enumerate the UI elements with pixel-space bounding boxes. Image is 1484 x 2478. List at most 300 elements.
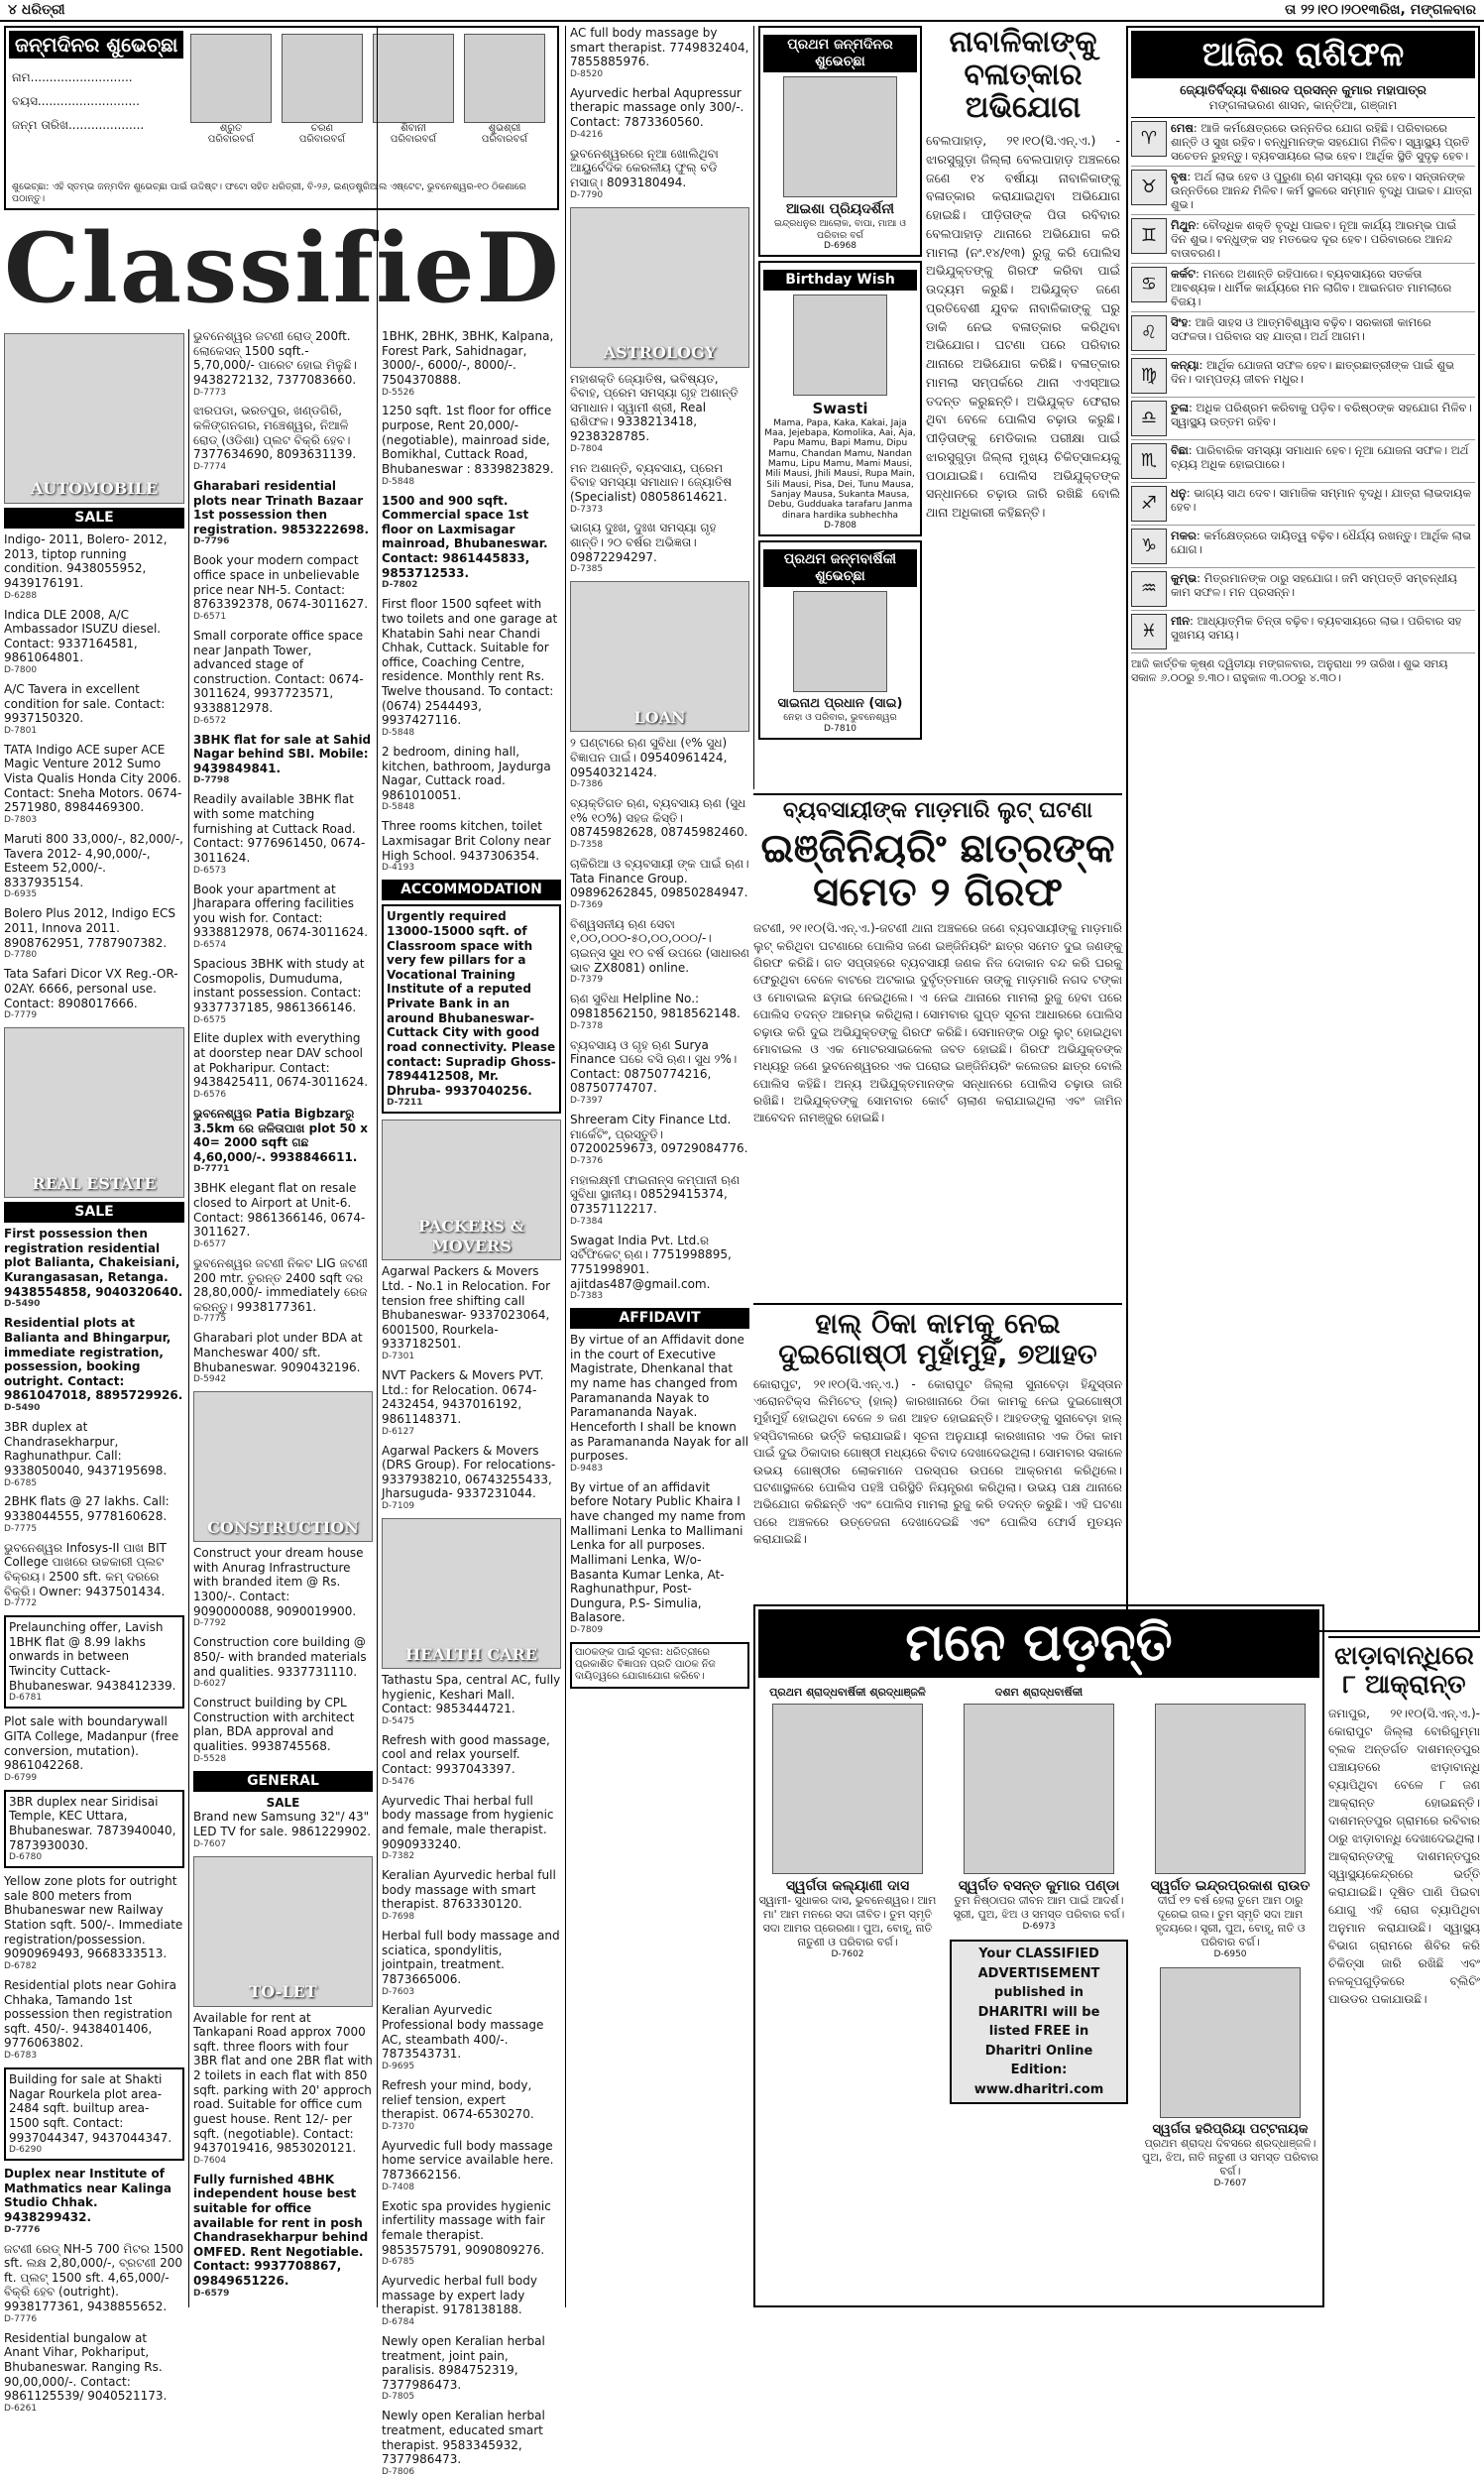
ad-text: ଭାଗ୍ୟ ଦୁଃଖ, ଦୁଃଖ ସମସ୍ୟା ଗୃହ ଶାନ୍ତି। ୨୦ ବର୍ଷର ଅଭିଜ୍ଞତା। 09872294297. — [570, 521, 717, 564]
rashi-text: ମିଥୁନ: ବୌଦ୍ଧିକ ଶକ୍ତି ବୃଦ୍ଧି ପାଇବ। ନୂଆ କାର୍ଯ୍ୟ ଆରମ୍ଭ ପାଇଁ ଦିନ ଶୁଭ। ବନ୍ଧୁଙ୍କ ସହ ମତଭେଦ ଦୂର ହେବ। ପରିବାରରେ ଆନନ୍ଦ ବାତାବରଣ। — [1171, 218, 1457, 261]
ad-code: D-6935 — [4, 889, 38, 900]
column-5 — [753, 26, 922, 789]
ad-code: D-7379 — [570, 975, 604, 986]
obituary-title: ମନେ ପଡ଼ନ୍ତି — [758, 1609, 1319, 1678]
rashi-text: ବୃଷ: ଅର୍ଥ ଲାଭ ହେବ ଓ ପୁରୁଣା ଋଣ ସମସ୍ୟା ଦୂର ହେବ। ସନ୍ତାନଙ୍କ ଉନ୍ନତିରେ ଆନନ୍ଦ ମିଳିବ। କର୍ମ ସ୍ଥଳରେ ସମ୍ମାନ ବୃଦ୍ଧି ପାଇବ। ଯାତ୍ରା ଶୁଭ। — [1171, 170, 1473, 212]
ad-code: D-7385 — [570, 564, 604, 575]
ad-code: D-6577 — [193, 1239, 227, 1249]
rashi-sign: ତୁଳା — [1171, 401, 1189, 415]
ad-text: TATA Indigo ACE super ACE Magic Venture 2012 Sumo Vista Qualis Honda City 2006. Contact: Sneha Motors. 0674-2571980, 8984469300. — [4, 742, 182, 815]
classified-ad — [4, 682, 184, 737]
classified-ad — [570, 26, 749, 80]
ad-text: Exotic spa provides hygienic infertility massage with fair female therapist. 9853575791, 9090809276. — [382, 2198, 551, 2257]
loan-ads — [570, 736, 749, 1302]
classified-ad — [4, 1494, 184, 1534]
ad-text: Book your apartment at Jharapara offering facilities you wish for. Contact: 9338812978, 0674-3011624. — [193, 882, 369, 940]
classified-ad — [4, 743, 184, 826]
ad-code: D-7607 — [193, 1838, 227, 1849]
ad-code: D-6575 — [193, 1014, 227, 1025]
rashi-row — [1131, 264, 1475, 312]
rashifal-author-place: ମଙ୍ଗଳାଭରଣ ଶାସନ, କାନ୍ତିଆ, ଗଞ୍ଜାମ — [1131, 98, 1475, 118]
rashi-text: ବିଛା: ପାରିବାରିକ ସମସ୍ୟା ସମାଧାନ ହେବ। ନୂଆ ଯୋଜନା ସଫଳ। ଅର୍ଥ ବ୍ୟୟ ଅଧିକ ହୋଇପାରେ। — [1171, 443, 1469, 472]
classified-ad — [4, 1714, 184, 1783]
bday-title: ପ୍ରଥମ ଜନ୍ମଦିନର ଶୁଭେଚ୍ଛା — [763, 35, 917, 72]
construction-label: CONSTRUCTION — [207, 1517, 359, 1537]
classified-ad — [382, 819, 561, 874]
rashi-body: ଭାଗ୍ୟ ସାଥ ଦେବ। ସାମାଜିକ ସମ୍ମାନ ବୃଦ୍ଧି। ଯାତ୍ରା ଲାଭଦାୟକ ହେବ। — [1171, 486, 1472, 515]
classified-ad — [382, 1444, 561, 1512]
ad-code: D-5475 — [382, 1715, 415, 1726]
ad-text: ବିଶ୍ୱସନୀୟ ଋଣ ସେବା ୧,୦୦,୦୦୦-୫୦,୦୦,୦୦୦/-। ଚାଇନ୍ସ ସୁଧ ୧୦ ବର୍ଷ ଉପରେ (ସାଧାରଣ ଭାବ ZX8081) online. — [570, 916, 749, 975]
ad-text: 3BHK elegant flat on resale closed to Airport at Unit-6. Contact: 9861366146, 0674-3011627. — [193, 1181, 366, 1239]
child-sub: ପରିବାରବର୍ଗ — [207, 134, 255, 145]
ad-code: D-6027 — [193, 1679, 227, 1690]
field-age: ବୟସ........................... — [12, 94, 140, 108]
classified-ad — [193, 1331, 373, 1385]
ad-code: D-7397 — [570, 1096, 604, 1107]
obit-code: D-7602 — [831, 1949, 864, 1959]
rashi-text: ମେଷ: ଆଜି କର୍ମକ୍ଷେତ୍ରରେ ଉନ୍ନତିର ଯୋଗ ରହିଛି। ପରିବାରରେ ଶାନ୍ତି ଓ ସୁଖ ରହିବ। ବନ୍ଧୁମାନଙ୍କ ସହଯୋଗ ମିଳିବ। ସ୍ୱାସ୍ଥ୍ୟ ପ୍ରତି ସଚେତନ ରୁହନ୍ତୁ। ବ୍ୟବସାୟରେ ଲାଭ ହେବ। ଆର୍ଥିକ ସ୍ଥିତି ସୁଦୃଢ଼ ହେବ। — [1171, 121, 1470, 164]
rashi-body: ଆଜି ସାହସ ଓ ଆତ୍ମବିଶ୍ୱାସ ବଢ଼ିବ। ସରକାରୀ କାମରେ ସଫଳତା। ପରିବାର ସହ ଯାତ୍ରା। ଅର୍ଥ ଆଗମ। — [1171, 315, 1431, 344]
classified-ad — [570, 736, 749, 790]
ad-text: Yellow zone plots for outright sale 800 meters from Bhubaneswar new Railway Station sqft. 500/-. Immediate registration/possession. 9090969493, 9668333513. — [4, 1874, 183, 1961]
ad-code: D-9483 — [570, 1463, 604, 1474]
ad-code: D-7773 — [193, 387, 227, 398]
rashi-text: ତୁଳା: ଅଧିକ ପରିଶ୍ରମ କରିବାକୁ ପଡ଼ିବ। ବରିଷ୍ଠଙ୍କ ସହଯୋଗ ମିଳିବ। ସ୍ୱାସ୍ଥ୍ୟ ଉତ୍ତମ ରହିବ। — [1171, 401, 1472, 429]
rashi-sign: ବିଛା — [1171, 443, 1189, 458]
obit-code: D-7607 — [1213, 2179, 1247, 2188]
ad-text: Fully furnished 4BHK independent house best suitable for office available for rent in posh Chandrasekharpur behind OMFED. Rent Negotiable. Contact: 9937708867, 09849651226. — [193, 2172, 369, 2289]
classified-ad — [570, 461, 749, 516]
classified-ad — [4, 608, 184, 676]
news2-body: ଜଟଣୀ, ୨୧।୧୦(ସି.ଏନ୍.ଏ.)-ଜଟଣୀ ଥାନା ଅଞ୍ଚଳରେ ଜଣେ ବ୍ୟବସାୟୀଙ୍କୁ ମାଡ଼ମାରି ଲୁଟ୍ କରିଥିବା ଘଟଣାରେ ପୋଲିସ ଜଣେ ଇଞ୍ଜିନିୟରିଂ ଛାତ୍ର ସମେତ ଦୁଇ ଜଣଙ୍କୁ ଗିରଫ କରିଛି। ଗତ ସପ୍ତାହରେ ବ୍ୟବସାୟୀ ଜଣକ ନିଜ ଦୋକାନ ବନ୍ଦ କରି ଘରକୁ ଫେରୁଥିବା ବେଳେ ବାଟରେ ଅଟକାଇ ଦୁର୍ବୃତ୍ତମାନେ ତାଙ୍କୁ ମାଡ଼ମାରି ନଗଦ ଟଙ୍କା ଓ ମୋବାଇଲ ଛଡ଼ାଇ ନେଇଥିଲେ। ଏ ନେଇ ଥାନାରେ ମାମଲା ରୁଜୁ ହେବା ପରେ ପୋଲିସ ତଦନ୍ତ ଆରମ୍ଭ କରିଥିଲା। ସୋମବାର ଗୁପ୍ତ ସୂଚନା ଆଧାରରେ ପୋଲିସ ଚଢ଼ାଉ କରି ଦୁଇ ଅଭିଯୁକ୍ତଙ୍କୁ ଗିରଫ କରିଛି। ସେମାନଙ୍କ ଠାରୁ ଲୁଟ୍ ହୋଇଥିବା ମୋବାଇଲ ଓ ଏକ ମୋଟରସାଇକେଲ ଜବତ ହୋଇଛି। ଗିରଫ ଅଭିଯୁକ୍ତଙ୍କ ମଧ୍ୟରୁ ଜଣେ ଭୁବନେଶ୍ୱରର ଏକ ଘରୋଇ ଇଞ୍ଜିନିୟରିଂ କଲେଜର ଛାତ୍ର ବୋଲି ପୋଲିସ କହିଛି। ଅନ୍ୟ ଅଭିଯୁକ୍ତମାନଙ୍କ ସନ୍ଧାନରେ ପୋଲିସ ଚଢ଼ାଉ ଜାରି ରଖିଛି। ଅଭିଯୁକ୍ତଙ୍କୁ ସୋମବାର କୋର୍ଟ ଚାଲାଣ କରାଯାଇଥିଲା ଏବଂ ଜାମିନ ଆବେଦନ ନାମଞ୍ଜୁର ହୋଇଛି। — [753, 921, 1122, 1125]
ad-code: D-7301 — [382, 1352, 415, 1362]
classified-ad — [193, 883, 373, 951]
ad-code: D-7809 — [570, 1625, 604, 1636]
news1-headline: ନାବାଳିକାଙ୍କୁ ବଳାତ୍କାର ଅଭିଯୋଗ — [949, 25, 1097, 125]
ad-code: D-7802 — [382, 580, 418, 591]
obituary-row-1 — [758, 1686, 1319, 2188]
obit-name: ସ୍ୱର୍ଗତ ଇନ୍ଦ୍ରପ୍ରକାଶ ରାଉତ — [1150, 1878, 1311, 1894]
birthday-title: ଜନ୍ମଦିନର ଶୁଭେଚ୍ଛା — [9, 31, 183, 59]
ad-text: Indigo- 2011, Bolero- 2012, 2013, tiptop running condition. 9438055952, 9439176191. — [4, 532, 168, 590]
ad-code: D-5848 — [382, 802, 415, 813]
loan-image — [570, 581, 749, 732]
classified-ad — [193, 2011, 373, 2167]
rashi-text: କନ୍ୟା: ଆର୍ଥିକ ଯୋଜନା ସଫଳ ହେବ। ଛାତ୍ରଛାତ୍ରୀଙ୍କ ପାଇଁ ଶୁଭ ଦିନ। ଦାମ୍ପତ୍ୟ ଜୀବନ ମଧୁର। — [1171, 358, 1455, 387]
news2-kicker: ବ୍ୟବସାୟୀଙ୍କ ମାଡ଼ମାରି ଲୁଟ୍ ଘଟଣା — [782, 798, 1093, 823]
rashi-body: ଆଜି କର୍ମକ୍ଷେତ୍ରରେ ଉନ୍ନତିର ଯୋଗ ରହିଛି। ପରିବାରରେ ଶାନ୍ତି ଓ ସୁଖ ରହିବ। ବନ୍ଧୁମାନଙ୍କ ସହଯୋଗ ମିଳିବ। ସ୍ୱାସ୍ଥ୍ୟ ପ୍ରତି ସଚେତନ ରୁହନ୍ତୁ। ବ୍ୟବସାୟରେ ଲାଭ ହେବ। ଆର୍ଥିକ ସ୍ଥିତି ସୁଦୃଢ଼ ହେବ। — [1171, 121, 1470, 164]
zodiac-icon: ♍ — [1131, 358, 1167, 394]
news-article-3 — [753, 1303, 1122, 1600]
ad-text: First floor 1500 sqfeet with two toilets and one garage at Khatabin Sahi near Chandi Chhak, Cuttack. Suitable for office, Coaching Centre, residence. Monthly rent Rs. Twelve thousand. To contact: (0674) 2544493, 9937427116. — [382, 597, 558, 728]
classified-ad — [382, 2199, 561, 2268]
ad-code: D-6781 — [9, 1693, 43, 1704]
ad-code: D-7382 — [382, 1851, 415, 1862]
ad-text: ଋଣ ସୁବିଧା Helpline No.: 09818562150, 9818562148. — [570, 992, 741, 1020]
news-article-2 — [753, 793, 1122, 1299]
page-header — [0, 0, 1484, 22]
zodiac-icon: ♈ — [1131, 121, 1167, 157]
obituary-card-2 — [950, 1686, 1128, 2188]
ad-text: ଭୁବନେଶ୍ୱରରେ ନୂଆ ଖୋଲିଥିବା ଆୟୁର୍ବେଦିକ କେରଳୀୟ ଫୁଲ୍ ବଡି ମସାଜ୍। 8093180494. — [570, 146, 719, 189]
zodiac-icon: ♎ — [1131, 401, 1167, 436]
rashifal-title: ଆଜିର ରାଶିଫଳ — [1131, 31, 1475, 78]
ad-code: D-7792 — [193, 1618, 227, 1629]
health-ads — [382, 1673, 561, 2478]
automobile-ads — [4, 532, 184, 1021]
ad-code: D-7383 — [570, 1291, 604, 1302]
ad-code: D-6576 — [193, 1089, 227, 1100]
ad-text: 3BR duplex at Chandrasekharpur, Raghunathpur. Call: 9338050040, 9437195698. — [4, 1420, 168, 1477]
classified-ad — [193, 1031, 373, 1100]
page-number: ୪ ଧରିତ୍ରୀ — [8, 2, 65, 18]
ad-code: D-7771 — [193, 1164, 230, 1175]
ad-text: ଝାରପଡା, ଭରତପୁର, ଖଣ୍ଡଗିରି, କଳିଙ୍ଗନଗର, ମଞ୍ଚେଶ୍ୱର, ନିଆଳି ରୋଡ୍ (ଓଡିଶା) ପ୍ଲଟ ବିକ୍ରି ହେବ। 7377634690, 8093631139. — [193, 404, 357, 462]
ad-code: D-6572 — [193, 715, 227, 726]
ad-code: D-6784 — [382, 2316, 415, 2327]
obit-name: ସ୍ୱର୍ଗତ ବସନ୍ତ କୁମାର ପଣ୍ଡା — [958, 1878, 1120, 1894]
ad-text: Refresh your mind, body, relief tension, expert therapist. 0674-6530270. — [382, 2077, 534, 2122]
obit-name: ସ୍ୱର୍ଗତା ହରିପ୍ରିୟା ପଟ୍ଟନାୟକ — [1152, 2122, 1309, 2137]
tolet-ads — [193, 2011, 373, 2300]
news-article-4 — [1328, 1636, 1480, 2307]
ad-code: D-6785 — [4, 1477, 38, 1488]
astrology-label: ASTROLOGY — [603, 343, 717, 363]
ad-code: D-6785 — [382, 2257, 415, 2268]
ad-code: D-5942 — [193, 1374, 227, 1385]
obit-name: ସ୍ୱର୍ଗତା କଲ୍ୟାଣୀ ଦାସ — [785, 1878, 910, 1894]
ad-text: By virtue of an affidavit before Notary Public Khaira I have changed my name from Mallimani Lenka to Mallimani Lenka for all purposes. Mallimani Lenka, W/o- Basanta Kumar Lenka, At- Raghunathpur, Post- Dungura, P.S- Simulia, Balasore. — [570, 1479, 746, 1625]
rashi-body: ପାରିବାରିକ ସମସ୍ୟା ସମାଧାନ ହେବ। ନୂଆ ଯୋଜନା ସଫଳ। ଅର୍ଥ ବ୍ୟୟ ଅଧିକ ହୋଇପାରେ। — [1171, 443, 1469, 472]
classified-ad — [382, 1868, 561, 1923]
ad-code: D-7780 — [4, 950, 38, 961]
ad-text: Construct your dream house with Anurag Infrastructure with branded item @ Rs. 1300/-. Contact: 9090000088, 9090019900. — [193, 1546, 364, 1618]
ad-text: Available for rent at Tankapani Road approx 7000 sqft. three floors with four 3BR flat and one 2BR flat with 2 toilets in each flat with 850 sqft. parking with 20' approch road. Suitable for office cum guest house. Rent 12/- per sqft. (negotiable). Contact: 9437019416, 9853020121. — [193, 2010, 373, 2156]
obit-photo — [964, 1704, 1114, 1874]
ad-text: Ayurvedic herbal full body massage by expert lady therapist. 9178138188. — [382, 2274, 537, 2317]
ad-code: D-5526 — [382, 387, 415, 398]
ad-text: 1250 sqft. 1st floor for office purpose, Rent 20,000/- (negotiable), mainroad side, Bomikhal, Cuttack Road, Bhubaneswar : 8339823829. — [382, 404, 554, 476]
ad-code: D-7804 — [570, 443, 604, 454]
ad-text: 2 bedroom, dining hall, kitchen, bathroom, Jaydurga Nagar, Cuttack road. 9861010051. — [382, 744, 551, 802]
classified-ad — [193, 329, 373, 398]
rashi-sign: ମୀନ — [1171, 614, 1191, 629]
rashi-sign: ମକର — [1171, 529, 1197, 543]
rashi-text: ମକର: କର୍ମକ୍ଷେତ୍ରରେ ଦାୟିତ୍ୱ ବଢ଼ିବ। ଧୈର୍ଯ୍ୟ ରଖନ୍ତୁ। ଆର୍ଥିକ ଲାଭ ଯୋଗ। — [1171, 529, 1471, 557]
ad-code: D-7211 — [387, 1098, 423, 1109]
news3-body: କୋରାପୁଟ, ୨୧।୧୦(ସି.ଏନ୍.ଏ.) - କୋରାପୁଟ ଜିଲ୍ଲା ସୁନାବେଡ଼ା ହିନ୍ଦୁସ୍ତାନ ଏରୋନଟିକ୍ସ ଲିମିଟେଡ୍ (ହାଲ୍) କାରଖାନାରେ ଠିକା କାମକୁ ନେଇ ଦୁଇଗୋଷ୍ଠୀ ମୁହାଁମୁହିଁ ହୋଇଥିବା ବେଳେ ୭ ଜଣ ଆହତ ହୋଇଛନ୍ତି। ଆହତଙ୍କୁ ସୁନାବେଡ଼ା ହାଲ୍ ହସ୍ପିଟାଲରେ ଭର୍ତ୍ତି କରାଯାଇଛି। ସୂଚନା ଅନୁଯାୟୀ କାରଖାନାର ଏକ ଠିକା କାମ ପାଇଁ ଦୁଇ ଠିକାଦାର ଗୋଷ୍ଠୀ ମଧ୍ୟରେ ବିବାଦ ଦେଖାଦେଇଥିଲା। ସୋମବାର ସକାଳେ ଉଭୟ ଗୋଷ୍ଠୀର ଲୋକମାନେ ପରସ୍ପର ଉପରେ ଆକ୍ରମଣ କରିଥିଲେ। ଘଟଣାସ୍ଥଳରେ ପୋଲିସ ପହଞ୍ଚି ପରିସ୍ଥିତି ନିୟନ୍ତ୍ରଣ କରିଥିଲା। ଉଭୟ ପକ୍ଷ ଥାନାରେ ଅଭିଯୋଗ କରିଛନ୍ତି ଏବଂ ପୋଲିସ ମାମଲା ରୁଜୁ କରି ତଦନ୍ତ କରୁଛି। ଏହି ଘଟଣା ପରେ ଅଞ୍ଚଳରେ ଉତ୍ତେଜନା ଦେଖାଦେଇଛି ଏବଂ ପୋଲିସ ଫୋର୍ସ ମୁତୟନ କରାଯାଇଛି। — [753, 1376, 1122, 1547]
ad-text: Agarwal Packers & Movers Ltd. - No.1 in Relocation. For tension free shifting call Bhubaneswar- 9337023064, 6001500, Rourkela- 9337182501. — [382, 1264, 551, 1352]
ad-code: D-5528 — [193, 1753, 227, 1764]
classified-ad — [382, 2409, 561, 2477]
realestate-label: REAL ESTATE — [32, 1173, 157, 1193]
child-photo — [190, 34, 272, 123]
classified-ad — [570, 857, 749, 911]
rashi-text: ମୀନ: ଆଧ୍ୟାତ୍ମିକ ଚିନ୍ତା ବଢ଼ିବ। ବ୍ୟବସାୟରେ ଲାଭ। ପରିବାର ସହ ସୁଖମୟ ସମୟ। — [1171, 614, 1462, 643]
classified-ad — [570, 372, 749, 455]
rashi-row — [1131, 167, 1475, 215]
rashi-row — [1131, 398, 1475, 440]
ad-code: D-5848 — [382, 476, 415, 487]
ad-code: D-7790 — [570, 189, 604, 200]
classified-ad — [382, 597, 561, 739]
obit-photo — [1155, 1704, 1306, 1874]
rashi-body: ମିତ୍ରମାନଙ୍କ ଠାରୁ ସହଯୋଗ। ଜମି ସମ୍ପତ୍ତି ସମ୍ବନ୍ଧୀୟ କାମ ସଫଳ। ମନ ପ୍ରସନ୍ନ। — [1171, 571, 1457, 600]
ad-code: D-7801 — [4, 725, 38, 736]
child-name: ଚରଣ — [310, 123, 334, 134]
packers-label: PACKERS & MOVERS — [418, 1217, 524, 1255]
classified-ad — [570, 1038, 749, 1107]
automobile-image — [4, 333, 184, 504]
ad-code: D-7408 — [382, 2182, 415, 2192]
obit-sub: ପ୍ରଥମ ଶ୍ରାଦ୍ଧ ଦିବସରେ ଶ୍ରଦ୍ଧାଞ୍ଜଳି। ପୁଅ, ଝିଅ, ନାତି ନାତୁଣୀ ଓ ସମସ୍ତ ପରିବାର ବର୍ଗ। — [1141, 2137, 1319, 2178]
ad-code: D-7775 — [193, 1314, 227, 1325]
ad-code: D-6261 — [4, 2403, 38, 2414]
classified-ad — [382, 1264, 561, 1362]
astrology-ads — [570, 372, 749, 576]
rashi-text: ସିଂହ: ଆଜି ସାହସ ଓ ଆତ୍ମବିଶ୍ୱାସ ବଢ଼ିବ। ସରକାରୀ କାମରେ ସଫଳତା। ପରିବାର ସହ ଯାତ୍ରା। ଅର୍ଥ ଆଗମ। — [1171, 315, 1431, 344]
general-heading: GENERAL — [193, 1771, 373, 1792]
classified-ad — [382, 2274, 561, 2328]
classified-ad — [4, 2331, 184, 2415]
classified-ad — [4, 1615, 184, 1709]
rashi-body: ଆଧ୍ୟାତ୍ମିକ ଚିନ୍ତା ବଢ଼ିବ। ବ୍ୟବସାୟରେ ଲାଭ। ପରିବାର ସହ ସୁଖମୟ ସମୟ। — [1171, 614, 1462, 643]
classified-ad — [382, 1368, 561, 1437]
classified-ad — [4, 532, 184, 601]
ad-text: Indica DLE 2008, A/C Ambassador ISUZU diesel. Contact: 9337164581, 9861064801. — [4, 607, 162, 665]
construction-ads — [193, 1546, 373, 1764]
massage-ads — [570, 26, 749, 201]
ad-text: Tata Safari Dicor VX Reg.-OR-02AY. 6666, personal use. Contact: 8908017666. — [4, 967, 178, 1010]
ad-text: Swagat India Pvt. Ltd.ର ସର୍ଟିଫିକେଟ୍ ଋଣ। 7751998895, 7751998901. ajitdas487@gmail.com. — [570, 1233, 732, 1291]
ad-text: Shreeram City Finance Ltd. ମାର୍କେଟିଂ, ପ୍ରସ୍ତୁତି। 07200259673, 09729084776. — [570, 1113, 748, 1156]
ad-code: D-4193 — [382, 863, 415, 874]
bday-card-3 — [758, 540, 922, 740]
classified-ad — [382, 1733, 561, 1788]
rashi-row — [1131, 611, 1475, 653]
promo-line: DHARITRI will be — [977, 2004, 1100, 2020]
obit-photo — [1160, 1967, 1301, 2118]
child-sub: ପରିବାରବର୍ଗ — [298, 134, 346, 145]
classified-ad — [4, 1790, 184, 1868]
rashifal-footer: ଆଜି କାର୍ତ୍ତିକ କୃଷ୍ଣ ଦ୍ୱିତୀୟା ମଙ୍ଗଳବାର, ଅନୁରାଧା ୨୨ ତାରିଖ। ଶୁଭ ସମୟ ସକାଳ ୬.୦୦ରୁ ୭.୩୦। ରାହୁକାଳ ୩.୦୦ରୁ ୪.୩୦। — [1131, 657, 1448, 685]
promo-line: Dharitri Online — [984, 2043, 1093, 2059]
ad-text: 1500 and 900 sqft. Commercial space 1st floor on Laxmisagar mainroad, Bhubaneswar. Contact: 9861445833, 9853712533. — [382, 493, 548, 580]
news4-body: ଜମାପୁର, ୨୧।୧୦(ସି.ଏନ୍.ଏ.)-କୋରାପୁଟ ଜିଲ୍ଲା ବୋରିଗୁମ୍ମା ବ୍ଲକ ଅନ୍ତର୍ଗତ ଦାଶମନ୍ତପୁର ପଞ୍ଚାୟତରେ ଝାଡ଼ାବାନ୍ଧି ବ୍ୟାପିଥିବା ବେଳେ ୮ ଜଣ ଆକ୍ରାନ୍ତ ହୋଇଛନ୍ତି। ଦାଶମନ୍ତପୁର ଗ୍ରାମରେ ରବିବାର ଠାରୁ ଝାଡ଼ାବାନ୍ଧି ଦେଖାଦେଇଥିଲା। ଆକ୍ରାନ୍ତଙ୍କୁ ଦାଶମନ୍ତପୁର ସ୍ୱାସ୍ଥ୍ୟକେନ୍ଦ୍ରରେ ଭର୍ତ୍ତି କରାଯାଇଛି। ଦୂଷିତ ପାଣି ପିଇବା ଯୋଗୁ ଏହି ରୋଗ ବ୍ୟାପିଥିବା ଅନୁମାନ କରାଯାଉଛି। ସ୍ୱାସ୍ଥ୍ୟ ବିଭାଗ ଗ୍ରାମରେ ଶିବିର କରି ଚିକିତ୍ସା ଜାରି ରଖିଛି ଏବଂ ନଳକୂପଗୁଡ଼ିକରେ ବ୍ଲିଚିଂ ପାଉଡର ପକାଯାଉଛି। — [1328, 1707, 1480, 2007]
ad-text: Urgently required 13000-15000 sqft. of Classroom space with very few pillars for a Vocational Training Institute of a reputed Private Bank in an around Bhubaneswar-Cuttack City with good road connectivity. Please contact: Supradip Ghoss- 7894412508, Mr. Dhruba- 9937040256. — [387, 909, 556, 1098]
ad-text: Agarwal Packers & Movers (DRS Group). For relocations- 9337938210, 06743255433, Jharsuguda- 9337231044. — [382, 1443, 556, 1501]
news3-headline: ହାଲ୍ ଠିକା କାମକୁ ନେଇ ଦୁଇଗୋଷ୍ଠୀ ମୁହାଁମୁହିଁ, ୭ଆହତ — [778, 1307, 1097, 1370]
ad-text: Bolero Plus 2012, Indigo ECS 2011, Innova 2011. 8908762951, 7787907382. — [4, 906, 175, 950]
ad-text: ଭୁବନେଶ୍ୱର Patia Bigbzarରୁ 3.5km ରେ ଜଳିତାପାଖ plot 50 x 40= 2000 sqft ଗଛ 4,60,000/-. 9938846611. — [193, 1106, 369, 1164]
bday-name: ଆଇଶା ପ୍ରିୟଦର୍ଶିନୀ — [785, 201, 895, 218]
zodiac-icon: ♑ — [1131, 529, 1167, 564]
ad-text: ଭୁବନେଶ୍ୱର ଜଟଣୀ ନିକଟ LIG ଜଟଣୀ 200 mtr. ତୁରନ୍ତ 2400 sqft ଦର 28,80,000/- immediately ରେଜ କରନ୍ତୁ। 9938177361. — [193, 1255, 368, 1314]
rashi-body: ଅଧିକ ପରିଶ୍ରମ କରିବାକୁ ପଡ଼ିବ। ବରିଷ୍ଠଙ୍କ ସହଯୋଗ ମିଳିବ। ସ୍ୱାସ୍ଥ୍ୟ ଉତ୍ତମ ରହିବ। — [1171, 401, 1472, 429]
ad-text: ମହାଶକ୍ତି ଜ୍ୟୋତିଷ, ଭବିଷ୍ୟତ, ବିବାହ, ପ୍ରେମ ସମସ୍ୟା ଗୃହ ଅଶାନ୍ତି ସମାଧାନ। ସ୍ୱାମୀ ଶ୍ରୀ, Real ରାଶିଫଳ। 9338213418, 9238328785. — [570, 371, 739, 444]
reader-note: ପାଠକଙ୍କ ପାଇଁ ସୂଚନା: ଧରିତ୍ରୀରେ ପ୍ରକାଶିତ ବିଜ୍ଞାପନ ପ୍ରତି ପାଠକ ନିଜ ଦାୟିତ୍ୱରେ ଯୋଗାଯୋଗ କରିବେ। — [570, 1642, 749, 1689]
ad-code: D-7779 — [4, 1010, 38, 1021]
news1-body: ବେଲପାହାଡ଼, ୨୧।୧୦(ସି.ଏନ୍.ଏ.) - ଝାରସୁଗୁଡ଼ା ଜିଲ୍ଲା ବେଲପାହାଡ଼ ଅଞ୍ଚଳରେ ଜଣେ ୧୪ ବର୍ଷୀୟା ନାବାଳିକାଙ୍କୁ ବଳାତ୍କାର କରାଯାଇଥିବା ଅଭିଯୋଗ ହୋଇଛି। ପୀଡ଼ିତାଙ୍କ ପିତା ରବିବାର ବେଲପାହାଡ଼ ଥାନାରେ ଅଭିଯୋଗ କରି ମାମଲା (ନଂ.୧୪/୧୩) ରୁଜୁ କରି ପୋଲିସ ଅଭିଯୁକ୍ତଙ୍କୁ ଗିରଫ କରିବା ପାଇଁ ଉଦ୍ୟମ କରୁଛି। ଅଭିଯୁକ୍ତ ଜଣେ ପ୍ରତିବେଶୀ ଯୁବକ ନାବାଳିକାଙ୍କୁ ଘରୁ ଡାକି ନେଇ ବଳାତ୍କାର କରିଥିବା ଅଭିଯୋଗ। ଘଟଣା ପରେ ପରିବାର ଥାନାରେ ଅଭିଯୋଗ କରିଛି। ବଳାତ୍କାର ମାମଲା ସମ୍ପର୍କରେ ଥାନା ଏଏସ୍ଆଇ ତଦନ୍ତ କରୁଛନ୍ତି। ଅଭିଯୁକ୍ତ ଫେରାର ଥିବା ବେଳେ ପୋଲିସ ଚଢ଼ାଉ କରୁଛି। ପୀଡ଼ିତାଙ୍କୁ ମେଡିକାଲ ପରୀକ୍ଷା ପାଇଁ ଝାରସୁଗୁଡ଼ା ଜିଲ୍ଲା ମୁଖ୍ୟ ଚିକିତ୍ସାଳୟକୁ ପଠାଯାଇଛି। ପୋଲିସ ଅଭିଯୁକ୍ତଙ୍କ ସନ୍ଧାନରେ ଚଢ଼ାଉ ଜାରି ରଖିଛି ବୋଲି ଥାନା ଅଧିକାରୀ କହିଛନ୍ତି। — [926, 133, 1120, 520]
ad-text: By virtue of an Affidavit done in the court of Executive Magistrate, Dhenkanal that my name has changed from Paramananda Nayak to Paramananda Nayak. Henceforth I shall be known as Paramananda Nayak for all purposes. — [570, 1333, 749, 1464]
ad-code: D-5848 — [382, 727, 415, 738]
ad-text: ବ୍ୟକ୍ତିଗତ ଋଣ, ବ୍ୟବସାୟ ଋଣ (ସୁଧ ୧% ୧୦%) ସହଜ କିସ୍ତି। 08745982628, 08745982460. — [570, 796, 748, 840]
child-name: ଶ୍ରୁତ — [219, 123, 243, 134]
obituary-card-3 — [1141, 1686, 1319, 2188]
obit-sub: ଦୀର୍ଘ ୧୨ ବର୍ଷ ହେଲା ତୁମେ ଆମ ଠାରୁ ଦୂରେଇ ଗଲ। ତୁମ ସ୍ମୃତି ସଦା ଆମ ହୃଦୟରେ। ସ୍ତ୍ରୀ, ପୁଅ, ବୋହୂ, ନାତି ଓ ପରିବାର ବର୍ଗ। — [1155, 1894, 1306, 1948]
ad-code: D-6579 — [193, 2288, 230, 2299]
bday-photo — [783, 76, 897, 197]
classified-ad — [570, 1480, 749, 1636]
ad-code: D-7774 — [193, 461, 227, 472]
obit-sub: ତୁମ ନିଷ୍ଠାପର ଜୀବନ ଆମ ପାଇଁ ଆଦର୍ଶ। ସ୍ତ୍ରୀ, ପୁଅ, ଝିଅ ଓ ସମସ୍ତ ପରିବାର ବର୍ଗ। — [953, 1894, 1125, 1921]
classified-ad — [4, 1227, 184, 1310]
bday-card-1 — [758, 26, 922, 257]
classified-ad — [193, 733, 373, 787]
bday-photo — [793, 591, 887, 692]
bday-title: Birthday Wish — [763, 270, 917, 291]
ad-code: D-7373 — [570, 504, 604, 515]
zodiac-icon: ♊ — [1131, 218, 1167, 254]
classified-ad — [4, 1541, 184, 1609]
general-ads — [193, 1810, 373, 1849]
ad-code: D-7772 — [4, 1598, 38, 1609]
rashi-sign: ମେଷ — [1171, 121, 1194, 135]
classified-title: ClassifieD — [4, 212, 561, 324]
ad-text: Construction core building @ 850/- with branded materials and qualities. 9337731110. — [193, 1635, 367, 1679]
ad-text: Newly open Keralian herbal treatment, joint pain, paralisis. 8984752319, 7377986473. — [382, 2333, 545, 2392]
news2-headline: ଇଞ୍ଜିନିୟରିଂ ଛାତ୍ରଙ୍କ ସମେତ ୨ ଗିରଫ — [760, 826, 1115, 916]
bday-photo — [793, 295, 887, 396]
classified-ad — [570, 917, 749, 986]
ad-text: Keralian Ayurvedic Professional body massage AC, steambath 400/-. 7873543731. — [382, 2003, 544, 2062]
classified-ad — [4, 2242, 184, 2325]
rashi-body: କର୍ମକ୍ଷେତ୍ରରେ ଦାୟିତ୍ୱ ବଢ଼ିବ। ଧୈର୍ଯ୍ୟ ରଖନ୍ତୁ। ଆର୍ଥିକ ଲାଭ ଯୋଗ। — [1171, 529, 1471, 557]
classified-ad — [4, 1978, 184, 2062]
news-article-1 — [926, 26, 1120, 789]
ad-text: Ayurvedic Thai herbal full body massage from hygienic and female, male therapist. 9090933240. — [382, 1793, 554, 1851]
ad-text: Ayurvedic herbal Aqupressur therapic massage only 300/-. Contact: 7873360560. — [570, 85, 744, 130]
field-dob: ଜନ୍ମ ତାରିଖ.................... — [12, 118, 145, 132]
ad-text: AC full body massage by smart therapist. 7749832404, 7855885976. — [570, 26, 749, 69]
classified-ad — [4, 1316, 184, 1414]
ad-text: Prelaunching offer, Lavish 1BHK flat @ 8.99 lakhs onwards in between Twincity Cuttack-Bhubaneswar. 9438412339. — [9, 1620, 176, 1693]
classified-ad — [570, 86, 749, 141]
zodiac-icon: ♌ — [1131, 315, 1167, 351]
classified-ad — [4, 2167, 184, 2235]
ad-text: ମନ ଅଶାନ୍ତି, ବ୍ୟବସାୟ, ପ୍ରେମ ବିବାହ ସମସ୍ୟା ସମାଧାନ। ଜ୍ୟୋତିଷ (Specialist) 08058614621. — [570, 460, 733, 504]
classified-ad — [382, 329, 561, 398]
classified-ad — [4, 2067, 184, 2161]
rashi-row — [1131, 355, 1475, 398]
ad-code: D-6780 — [9, 1852, 43, 1863]
classified-ad — [382, 1673, 561, 1727]
ad-code: D-7798 — [193, 775, 230, 786]
general-sale-heading: SALE — [266, 1795, 300, 1810]
rashi-text: ଧନୁ: ଭାଗ୍ୟ ସାଥ ଦେବ। ସାମାଜିକ ସମ୍ମାନ ବୃଦ୍ଧି। ଯାତ୍ରା ଲାଭଦାୟକ ହେବ। — [1171, 486, 1472, 515]
classified-ad — [193, 1810, 373, 1849]
rashi-sign: କୁମ୍ଭ — [1171, 571, 1198, 586]
ad-text: Small corporate office space near Janpath Tower, advanced stage of construction. Contact: 0674-3011624, 9937723571, 9338812978. — [193, 628, 364, 715]
ad-text: Plot sale with boundarywall GITA College, Madanpur (free conversion, mutation). 9861042268. — [4, 1714, 179, 1773]
birthday-child-2 — [282, 34, 363, 145]
ad-text: Three rooms kitchen, toilet Laxmisagar Brit Colony near High School. 9437306354. — [382, 819, 551, 863]
rashi-row — [1131, 118, 1475, 167]
bday-card-2 — [758, 261, 922, 536]
ad-text: ବ୍ୟବସାୟ ଓ ଗୃହ ଋଣ Surya Finance ଘରେ ବସି ଋଣ। ସୁଧ ୨%। Contact: 08750774216, 08750774707. — [570, 1037, 738, 1096]
classified-ad — [193, 957, 373, 1025]
bday-code: D-7808 — [823, 521, 857, 531]
column-3-spacer — [382, 26, 561, 329]
ad-text: Readily available 3BHK flat with some matching furnishing at Cuttack Road. Contact: 9776961450, 0674-3011624. — [193, 792, 366, 865]
rashifal-box — [1126, 26, 1480, 1632]
classified-ad — [4, 1420, 184, 1488]
loan-label: LOAN — [633, 707, 686, 727]
property-ads — [193, 329, 373, 1385]
ad-text: Maruti 800 33,000/-, 82,000/-, Tavera 2012- 4,90,000/-, Esteem 52,000/-. 8337935154. — [4, 831, 183, 889]
ad-code: D-6799 — [4, 1772, 38, 1783]
classified-ad — [382, 2078, 561, 2133]
tolet-label: TO-LET — [249, 1982, 317, 2001]
zodiac-icon: ♉ — [1131, 170, 1167, 205]
classified-ad — [193, 1107, 373, 1175]
ad-text: NVT Packers & Movers PVT. Ltd.: for Relocation. 0674-2432454, 9437016192, 9861148371. — [382, 1368, 544, 1426]
classified-ad — [193, 1181, 373, 1249]
ad-text: Residential bungalow at Anant Vihar, Pokhariput, Bhubaneswar. Ranging Rs. 90,00,000/-. Contact: 9861125539/ 9040521173. — [4, 2330, 168, 2404]
obit-tag: ଦଶମ ଶ୍ରାଦ୍ଧବାର୍ଷିକୀ — [994, 1686, 1084, 1699]
promo-line: Edition: — [1010, 2063, 1068, 2077]
bday-code: D-7810 — [823, 723, 857, 734]
classified-ad — [570, 1333, 749, 1475]
classified-ad — [193, 2173, 373, 2300]
obit-photo — [772, 1704, 923, 1874]
classified-ad — [4, 832, 184, 900]
rashi-body: ଅର୍ଥ ଲାଭ ହେବ ଓ ପୁରୁଣା ଋଣ ସମସ୍ୟା ଦୂର ହେବ। ସନ୍ତାନଙ୍କ ଉନ୍ନତିରେ ଆନନ୍ଦ ମିଳିବ। କର୍ମ ସ୍ଥଳରେ ସମ୍ମାନ ବୃଦ୍ଧି ପାଇବ। ଯାତ୍ରା ଶୁଭ। — [1171, 170, 1473, 212]
promo-url[interactable]: www.dharitri.com — [973, 2081, 1104, 2097]
ad-text: Residential plots near Gohira Chhaka, Tamando 1st possession then registration sqft. 450/-. 9438401406, 9776063802. — [4, 1977, 176, 2051]
zodiac-icon: ♓ — [1131, 614, 1167, 649]
classified-ad — [193, 1696, 373, 1764]
rashi-row — [1131, 215, 1475, 264]
promo-line: listed FREE in — [988, 2024, 1089, 2039]
rashi-sign: ମିଥୁନ — [1171, 218, 1197, 233]
classified-ad — [193, 479, 373, 547]
rent-ads — [382, 329, 561, 874]
classified-ad — [4, 967, 184, 1021]
rashi-body: ମନରେ ଅଶାନ୍ତି ରହିପାରେ। ବ୍ୟବସାୟରେ ସତର୍କତା ଆବଶ୍ୟକ। ଧାର୍ମିକ କାର୍ଯ୍ୟରେ ମନ ଲାଗିବ। ଆଇନଗତ ମାମଲାରେ ବିଜୟ। — [1171, 267, 1452, 309]
classified-ad — [382, 404, 561, 487]
affidavit-ads — [570, 1333, 749, 1636]
ad-text: ଜଟଣୀ ରେଡ୍ NH-5 700 ମିଟର 1500 sft. ଲକ୍ଷ 2,80,000/-, ବ୍ରଟଣୀ 200 ft. ପ୍ଲଟ୍ 1500 sft. 4,65,000/- ବିକ୍ରି ହେବ (outright). 9938177361, 9438855652. — [4, 2241, 184, 2314]
bday-sub: Mama, Papa, Kaka, Kakai, Jaja Maa, Jejebapa, Komolika, Aai, Aja, Papu Mamu, Bapi Mamu, Dipu Mamu, Chandan Mamu, Nandan Mamu, Lipu Mamu, Mami Mausi, Mili Mausi, Jhili Mausi, Rupa Main, Sili Mausi, Pisa, Dei, Tunu Mausa, Sanjay Mausa, Sukanta Mausa, Debu, Gudduaka tarafaru Janma dinara hardika subhechha — [764, 417, 916, 521]
classified-ad — [382, 1794, 561, 1862]
ad-code: D-7358 — [570, 840, 604, 851]
rashifal-list — [1131, 118, 1475, 653]
rashi-sign: କନ୍ୟା — [1171, 358, 1199, 373]
classified-ad — [382, 2003, 561, 2071]
ad-text: Tathastu Spa, central AC, fully hygienic, Keshari Mall. Contact: 9853444721. — [382, 1673, 561, 1716]
ad-code: D-7806 — [382, 2466, 415, 2477]
ad-text: Spacious 3BHK with study at Cosmopolis, Dumuduma, instant possession. Contact: 9337737185, 9861366146. — [193, 957, 365, 1014]
ad-code: D-5490 — [4, 1299, 41, 1310]
ad-code: D-7370 — [382, 2121, 415, 2132]
ad-text: Keralian Ayurvedic herbal full body massage with smart therapist. 8763330120. — [382, 1868, 556, 1912]
ad-text: Newly open Keralian herbal treatment, educated smart therapist. 9583345932, 7377986473. — [382, 2409, 545, 2467]
ad-code: D-5476 — [382, 1776, 415, 1787]
classified-ad — [382, 745, 561, 813]
ad-text: ଭୁବନେଶ୍ୱର ଜଟଣୀ ରୋଡ୍ 200ft. ଲୋକେସନ୍ 1500 sqft.- 5,70,000/- ପାରେଟ ହୋଇ ମିଳୁଛି। 9438272132, 7377083660. — [193, 329, 357, 387]
